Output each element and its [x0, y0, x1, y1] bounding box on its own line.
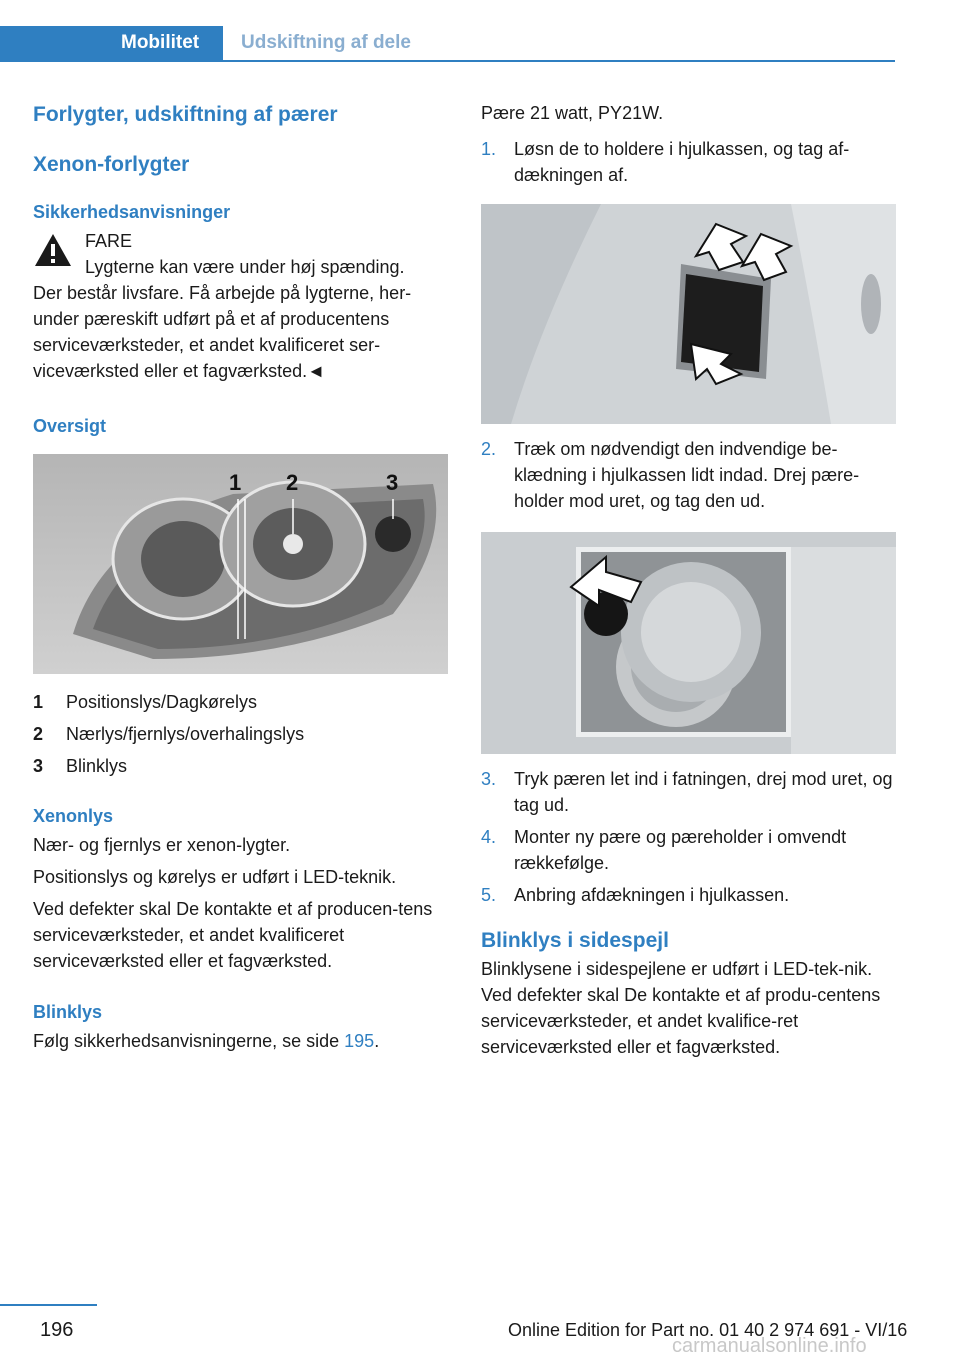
- step-5: [481, 882, 896, 908]
- callout-1: 1: [229, 470, 242, 495]
- step-number: 4.: [481, 827, 497, 847]
- blinklys-text: [33, 1028, 448, 1054]
- step-number: 2.: [481, 439, 497, 459]
- xenon-heading: Xenon-forlygter: [33, 153, 190, 176]
- tab-udskiftning[interactable]: Udskiftning af dele: [241, 32, 411, 53]
- header-divider: [0, 60, 895, 62]
- step-text: Monter ny pære og pæreholder i omvendt rækkefølge.: [514, 827, 847, 873]
- right-column: [481, 100, 896, 1060]
- step-number: 1.: [481, 139, 497, 159]
- warning-triangle-icon: [33, 232, 73, 268]
- callout-2: 2: [286, 470, 299, 495]
- safety-heading: Sikkerhedsanvisninger: [33, 202, 231, 222]
- warning-label: FARE: [85, 231, 133, 251]
- page-number: 196: [40, 1319, 74, 1341]
- overview-heading: Oversigt: [33, 416, 107, 436]
- legend-num: 2: [33, 724, 44, 744]
- bulb-holder-photo: [481, 532, 896, 754]
- left-column: [33, 100, 448, 1054]
- wheel-arch-cover-photo: [481, 204, 896, 424]
- page-link-195[interactable]: 195: [344, 1031, 375, 1051]
- step-text: Anbring afdækningen i hjulkassen.: [514, 885, 790, 905]
- xenonlys-p1: Nær- og fjernlys er xenon-lygter.: [33, 835, 291, 855]
- step-number: 5.: [481, 885, 497, 905]
- bulb-spec: Pære 21 watt, PY21W.: [481, 103, 664, 123]
- legend-num: 1: [33, 692, 44, 712]
- tab-mobilitet[interactable]: Mobilitet: [0, 26, 223, 60]
- watermark: carmanualsonline.info: [672, 1335, 867, 1357]
- step-3: [481, 766, 896, 818]
- warning-text: Der består livsfare. Få arbejde på lygterne, her-under pæreskift udført på et af producentens serviceværksteder, et andet kvalificeret ser-viceværksted eller et fagværksted.◄: [33, 283, 412, 381]
- section-title: Forlygter, udskiftning af pærer: [33, 103, 338, 126]
- legend-text: Positionslys/Dagkørelys: [66, 692, 258, 712]
- edition-text: Online Edition for Part no. 01 40 2 974 691 - VI/16: [508, 1320, 908, 1340]
- step-number: 3.: [481, 769, 497, 789]
- legend-text: Nærlys/fjernlys/overhalingslys: [66, 724, 305, 744]
- warning-first-line: Lygterne kan være under høj spænding.: [85, 257, 405, 277]
- mirror-heading: Blinklys i sidespejl: [481, 929, 669, 952]
- legend-item: [33, 750, 448, 782]
- footer-divider: [0, 1304, 97, 1306]
- blinklys-text-main: Følg sikkerhedsanvisningerne, se side: [33, 1031, 345, 1051]
- blinklys-heading: Blinklys: [33, 1002, 103, 1022]
- step-text: Træk om nødvendigt den indvendige be-klædning i hjulkassen lidt indad. Drej pære-holder mod uret, og tag den ud.: [514, 439, 860, 511]
- step-text: Tryk pæren let ind i fatningen, drej mod uret, og tag ud.: [514, 769, 893, 815]
- step-2: [481, 436, 896, 514]
- page-header: [0, 0, 960, 62]
- blinklys-text-end: .: [374, 1031, 380, 1051]
- warning-block: [33, 228, 448, 384]
- xenonlys-heading: Xenonlys: [33, 806, 114, 826]
- legend-item: [33, 686, 448, 718]
- xenonlys-p2: Positionslys og kørelys er udført i LED-teknik.: [33, 867, 397, 887]
- xenonlys-p3: Ved defekter skal De kontakte et af producen-tens serviceværksteder, et andet kvalificeret serviceværksted eller et fagværksted.: [33, 899, 433, 971]
- step-4: [481, 824, 896, 876]
- callout-3: 3: [386, 470, 399, 495]
- legend-list: [33, 686, 448, 782]
- headlight-photo: [33, 454, 448, 674]
- legend-num: 3: [33, 756, 44, 776]
- legend-item: [33, 718, 448, 750]
- step-text: Løsn de to holdere i hjulkassen, og tag af-dækningen af.: [514, 139, 850, 185]
- step-1: [481, 136, 896, 188]
- mirror-text: Blinklysene i sidespejlene er udført i LED-tek-nik. Ved defekter skal De kontakte et af produ-centens serviceværksteder, et andet kvalifice-ret serviceværksted eller et fagværksted.: [481, 959, 881, 1057]
- legend-text: Blinklys: [66, 756, 128, 776]
